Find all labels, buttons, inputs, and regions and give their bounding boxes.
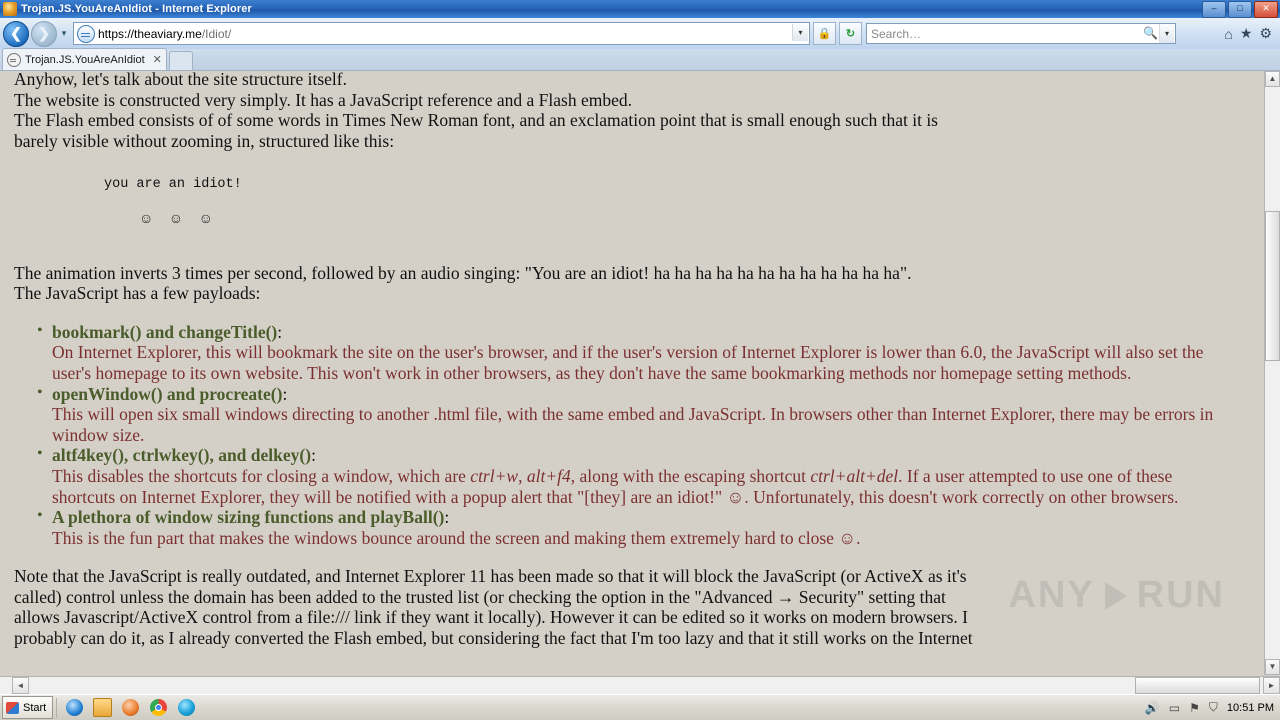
scroll-right-arrow-icon[interactable]: ►	[1263, 677, 1280, 694]
internet-explorer-icon	[66, 699, 83, 716]
lock-icon[interactable]: 🔒	[813, 22, 836, 45]
scroll-down-arrow-icon[interactable]: ▼	[1265, 659, 1280, 675]
window-controls	[1202, 1, 1278, 18]
toolbar-right-icons	[1224, 25, 1278, 42]
windows-flag-icon	[6, 702, 19, 714]
tab-strip	[0, 49, 1280, 71]
back-button[interactable]: ❮	[3, 21, 29, 47]
intro-line-4: barely visible without zooming in, structured like this:	[14, 130, 395, 151]
clock[interactable]: 10:51 PM	[1226, 701, 1274, 714]
maximize-button[interactable]: □	[1228, 1, 1252, 18]
quicklaunch-chrome[interactable]	[144, 696, 172, 720]
watermark-text-any: ANY	[1008, 574, 1095, 616]
list-item	[52, 322, 1236, 384]
vertical-scrollbar[interactable]	[1264, 71, 1280, 675]
shield-icon[interactable]: ⛉	[1208, 700, 1218, 714]
vertical-scroll-thumb[interactable]	[1265, 211, 1280, 361]
search-icon[interactable]: 🔍	[1143, 26, 1158, 40]
home-icon[interactable]: ⌂	[1224, 25, 1233, 42]
payload-colon: :	[444, 507, 450, 528]
minimize-button[interactable]: –	[1202, 1, 1226, 18]
new-tab-button[interactable]	[169, 51, 193, 70]
payload-body-post: . If a user attempted to use one of these shortcuts on Internet Explorer, they will be notified with a popup alert that "[they] are an idiot!" ☺. Unfortunately, this doesn't work correctly on other browsers.	[52, 465, 1179, 507]
tools-gear-icon[interactable]: ⚙	[1259, 25, 1272, 41]
address-host: https://theaviary.me	[98, 26, 202, 41]
folder-icon	[93, 698, 112, 717]
payload-body-pre: This disables the shortcuts for closing a window, which are	[52, 465, 471, 486]
start-label: Start	[23, 701, 47, 714]
shortcut-ctrl-alt-del: ctrl+alt+del	[810, 465, 899, 486]
tab-label: Trojan.JS.YouAreAnIdiot	[25, 53, 145, 66]
system-tray	[1145, 700, 1280, 715]
favorites-icon[interactable]: ★	[1239, 25, 1253, 41]
watermark-text-run: RUN	[1136, 574, 1225, 616]
payload-body: This will open six small windows directing to another .html file, with the same embed and JavaScript. In browsers other than Internet Explorer, there may be errors in window size.	[52, 404, 1214, 445]
shortcut-alt-f4: alt+f4	[526, 465, 571, 486]
taskbar	[0, 694, 1280, 720]
payload-colon: :	[311, 445, 316, 466]
taskbar-divider	[56, 698, 57, 718]
forward-button[interactable]: ❯	[31, 21, 57, 47]
intro-line-3: The Flash embed consists of of some words in Times New Roman font, and an exclamation point that is small enough such that it is	[14, 110, 938, 131]
chrome-icon	[150, 699, 167, 716]
payload-body: This is the fun part that makes the windows bounce around the screen and making them extremely hard to close ☺.	[52, 527, 861, 548]
quicklaunch-media-player[interactable]	[116, 696, 144, 720]
note-line-1: Note that the JavaScript is really outdated, and Internet Explorer 11 has been made so that it will block the JavaScript (or ActiveX as it's	[14, 566, 967, 587]
note-line-3: allows Javascript/ActiveX control from a file:/// link if they want it locally). However it can be edited so it works on modern browsers. I	[14, 607, 968, 628]
flash-embed-text: you are an idiot!	[104, 177, 242, 193]
horizontal-scrollbar[interactable]	[0, 676, 1280, 695]
payload-colon: :	[282, 383, 288, 404]
note-line-2: called) control unless the domain has been added to the trusted list (or checking the option in the "Advanced → Security" setting that	[14, 586, 946, 607]
close-button[interactable]: ✕	[1254, 1, 1278, 18]
list-item	[52, 384, 1236, 446]
history-dropdown-icon[interactable]: ▾	[61, 28, 67, 38]
quicklaunch-file-explorer[interactable]	[88, 696, 116, 720]
spacer	[14, 231, 1236, 263]
scroll-left-arrow-icon[interactable]: ◄	[12, 677, 29, 694]
animation-line-1: The animation inverts 3 times per second, followed by an audio singing: "You are an idiot! ha ha ha ha ha ha ha ha ha ha ha ha".	[14, 262, 912, 283]
list-item	[52, 507, 1236, 548]
address-dropdown-icon[interactable]: ▾	[792, 24, 808, 41]
quicklaunch-internet-explorer[interactable]	[60, 696, 88, 720]
payload-body: On Internet Explorer, this will bookmark the site on the user's browser, and if the user's version of Internet Explorer is lower than 6.0, the JavaScript will also set the user's homepage to its own website. This won't work in other browsers, as they don't have the same bookmarking methods nor homepage setting methods.	[52, 342, 1204, 383]
address-bar[interactable]	[73, 22, 810, 45]
window-titlebar	[0, 0, 1280, 18]
volume-icon[interactable]: 🔊	[1144, 700, 1160, 715]
animation-line-2: The JavaScript has a few payloads:	[14, 283, 261, 304]
note-paragraph	[14, 566, 1236, 648]
smiley-faces-row: ☺ ☺ ☺	[139, 211, 219, 227]
tab-close-icon[interactable]: ✕	[152, 54, 162, 66]
intro-paragraph	[14, 71, 1236, 151]
payload-list	[14, 322, 1236, 549]
payload-title: altf4key(), ctrlwkey(), and delkey()	[52, 445, 312, 466]
start-button[interactable]	[2, 696, 53, 719]
tab-favicon-icon	[7, 53, 21, 67]
spacer	[14, 304, 1236, 322]
horizontal-scroll-thumb[interactable]	[1135, 677, 1260, 694]
refresh-icon[interactable]: ↻	[839, 22, 862, 45]
network-icon[interactable]: ▭	[1168, 700, 1181, 715]
address-text	[98, 27, 231, 41]
tab-trojan-js[interactable]	[2, 48, 167, 70]
media-player-icon	[122, 699, 139, 716]
window-title: Trojan.JS.YouAreAnIdiot - Internet Explorer	[21, 3, 252, 15]
spacer	[14, 548, 1236, 566]
intro-line-1: Anyhow, let's talk about the site structure itself.	[14, 71, 347, 89]
page-viewport	[0, 71, 1266, 675]
search-dropdown-icon[interactable]: ▾	[1159, 24, 1174, 43]
list-item	[52, 445, 1236, 507]
payload-title: A plethora of window sizing functions and playBall()	[52, 507, 445, 528]
payload-title: openWindow() and procreate()	[52, 383, 283, 404]
globe-icon	[77, 25, 95, 43]
search-placeholder: Search…	[871, 26, 922, 41]
payload-body: This disables the shortcuts for closing a window, which are ctrl+w, alt+f4, along with the escaping shortcut ctrl+alt+del. If a user attempted to use one of these shortcuts on Internet Explorer, they will be notified with a popup alert that "[they] are an idiot!" ☺. Unfortunately, this doesn't work correctly on other browsers.	[52, 465, 1179, 507]
shortcut-ctrl-w: ctrl+w	[470, 465, 519, 486]
flag-icon[interactable]: ⚑	[1189, 700, 1200, 715]
intro-line-2: The website is constructed very simply. It has a JavaScript reference and a Flash embed.	[14, 89, 632, 110]
page-content	[0, 71, 1250, 649]
quicklaunch-edge[interactable]	[172, 696, 200, 720]
scroll-up-arrow-icon[interactable]: ▲	[1265, 71, 1280, 87]
animation-paragraph	[14, 263, 1236, 304]
address-path: /Idiot/	[201, 26, 232, 41]
browser-toolbar	[0, 18, 1280, 49]
search-input[interactable]	[866, 23, 1176, 44]
ie-document-icon	[3, 2, 17, 16]
payload-colon: :	[277, 321, 283, 342]
payload-body-mid: , along with the escaping shortcut	[570, 465, 811, 486]
edge-icon	[178, 699, 195, 716]
note-line-4: probably can do it, as I already converted the Flash embed, but considering the fact that I'm too lazy and that it still works on the Internet	[14, 628, 973, 649]
payload-title: bookmark() and changeTitle()	[52, 321, 278, 342]
